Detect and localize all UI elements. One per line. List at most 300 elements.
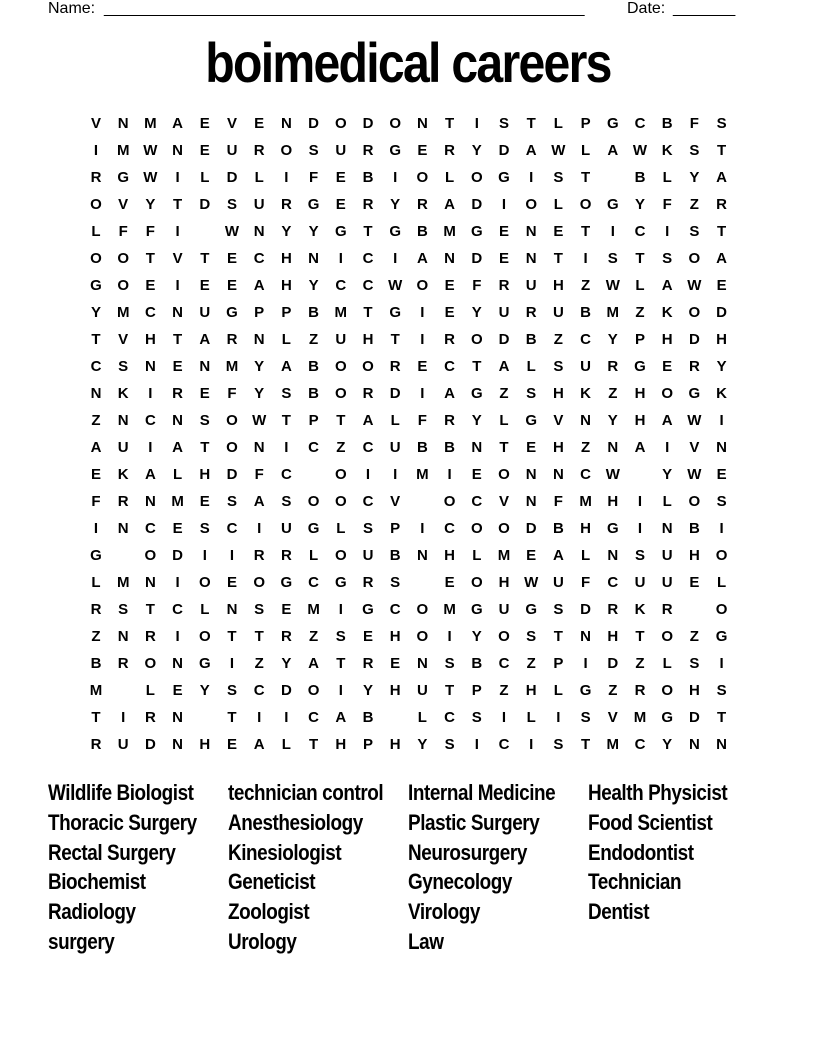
grid-letter[interactable]: I [175,223,180,240]
grid-letter[interactable]: P [634,331,645,348]
grid-letter[interactable]: Y [471,412,482,429]
grid-letter[interactable]: A [253,736,265,753]
grid-letter[interactable]: C [580,466,592,483]
grid-letter[interactable]: L [717,574,727,591]
grid-letter[interactable]: O [416,628,429,645]
grid-letter[interactable]: D [716,304,728,321]
grid-letter[interactable]: E [498,223,509,240]
grid-letter[interactable]: M [633,709,647,726]
grid-letter[interactable]: N [172,412,184,429]
grid-letter[interactable]: O [688,304,701,321]
grid-letter[interactable]: H [280,250,292,267]
grid-letter[interactable]: S [580,709,591,726]
grid-letter[interactable]: G [389,223,402,240]
grid-letter[interactable]: M [89,682,103,699]
grid-letter[interactable]: H [634,385,646,402]
grid-letter[interactable]: O [661,628,674,645]
grid-letter[interactable]: I [175,574,180,591]
grid-letter[interactable]: I [420,520,425,537]
grid-letter[interactable]: L [200,169,210,186]
grid-letter[interactable]: R [444,142,456,159]
grid-letter[interactable]: Z [336,439,346,456]
grid-letter[interactable]: S [118,601,129,618]
grid-letter[interactable]: Z [581,439,591,456]
grid-letter[interactable]: I [93,520,99,537]
grid-letter[interactable]: N [117,520,129,537]
grid-letter[interactable]: W [687,466,702,483]
grid-letter[interactable]: D [580,601,592,618]
grid-letter[interactable]: D [498,331,510,348]
grid-letter[interactable]: A [552,547,564,564]
grid-letter[interactable]: Y [607,412,618,429]
grid-letter[interactable]: T [363,304,373,321]
grid-letter[interactable]: F [254,466,264,483]
grid-letter[interactable]: H [716,331,728,348]
grid-letter[interactable]: I [583,655,588,672]
grid-letter[interactable]: N [661,520,673,537]
grid-letter[interactable]: T [717,223,727,240]
grid-letter[interactable]: B [362,709,374,726]
grid-letter[interactable]: R [280,196,292,213]
grid-letter[interactable]: M [416,466,429,483]
grid-letter[interactable]: N [199,358,211,375]
grid-letter[interactable]: B [416,439,428,456]
grid-letter[interactable]: H [634,412,646,429]
grid-letter[interactable]: O [117,277,130,294]
grid-letter[interactable]: G [90,547,102,564]
grid-letter[interactable]: L [526,358,536,375]
grid-letter[interactable]: I [365,466,371,483]
grid-letter[interactable]: K [661,142,673,159]
grid-letter[interactable]: L [254,169,264,186]
grid-letter[interactable]: L [91,223,101,240]
grid-letter[interactable]: I [393,169,398,186]
grid-letter[interactable]: Y [607,331,618,348]
grid-letter[interactable]: I [420,385,425,402]
grid-letter[interactable]: N [253,439,265,456]
grid-letter[interactable]: L [281,736,291,753]
grid-letter[interactable]: M [497,547,511,564]
grid-letter[interactable]: A [308,655,320,672]
grid-letter[interactable]: O [416,169,429,186]
grid-letter[interactable]: O [661,385,674,402]
grid-letter[interactable]: M [606,736,620,753]
grid-letter[interactable]: H [335,736,347,753]
grid-letter[interactable]: T [635,250,645,267]
grid-letter[interactable]: A [253,493,265,510]
grid-letter[interactable]: K [117,466,129,483]
grid-letter[interactable]: U [117,439,129,456]
grid-letter[interactable]: B [444,439,456,456]
grid-letter[interactable]: C [580,331,592,348]
grid-letter[interactable]: H [580,520,592,537]
grid-letter[interactable]: N [552,466,564,483]
grid-letter[interactable]: D [688,331,700,348]
grid-letter[interactable]: C [144,304,156,321]
grid-letter[interactable]: F [472,277,482,294]
grid-letter[interactable]: O [226,412,238,429]
grid-letter[interactable]: D [362,115,374,132]
grid-letter[interactable]: O [226,439,238,456]
grid-letter[interactable]: H [552,439,564,456]
grid-letter[interactable]: O [498,520,510,537]
grid-letter[interactable]: U [498,601,510,618]
grid-letter[interactable]: S [716,682,727,699]
grid-letter[interactable]: M [443,223,456,240]
grid-letter[interactable]: E [444,304,455,321]
grid-letter[interactable]: G [715,628,728,645]
grid-letter[interactable]: W [143,142,158,159]
grid-letter[interactable]: M [171,493,184,510]
grid-letter[interactable]: R [117,493,129,510]
grid-letter[interactable]: A [634,439,646,456]
grid-letter[interactable]: T [91,331,101,348]
grid-letter[interactable]: N [280,115,292,132]
grid-letter[interactable]: N [607,547,619,564]
grid-letter[interactable]: A [172,115,184,132]
grid-letter[interactable]: B [308,358,320,375]
grid-letter[interactable]: T [200,250,210,267]
grid-letter[interactable]: O [362,358,374,375]
grid-letter[interactable]: E [362,628,373,645]
grid-letter[interactable]: E [716,466,727,483]
grid-letter[interactable]: V [498,493,509,510]
grid-letter[interactable]: G [470,601,483,618]
grid-letter[interactable]: E [498,250,509,267]
grid-letter[interactable]: C [362,250,374,267]
grid-letter[interactable]: U [580,358,592,375]
grid-letter[interactable]: E [716,277,727,294]
grid-letter[interactable]: E [471,466,482,483]
grid-letter[interactable]: P [553,655,564,672]
grid-letter[interactable]: O [334,385,347,402]
grid-letter[interactable]: E [172,520,183,537]
grid-letter[interactable]: D [226,466,238,483]
grid-letter[interactable]: I [501,709,507,726]
grid-letter[interactable]: V [689,439,700,456]
grid-letter[interactable]: I [420,331,425,348]
grid-letter[interactable]: E [172,682,183,699]
grid-letter[interactable]: S [716,115,727,132]
grid-letter[interactable]: Y [308,277,319,294]
grid-letter[interactable]: S [689,142,700,159]
grid-letter[interactable]: Z [499,682,509,699]
grid-letter[interactable]: C [444,709,456,726]
grid-letter[interactable]: S [226,493,237,510]
grid-letter[interactable]: O [90,196,102,213]
grid-letter[interactable]: S [689,223,700,240]
grid-letter[interactable]: U [416,682,428,699]
grid-letter[interactable]: S [199,412,210,429]
grid-letter[interactable]: C [253,682,265,699]
grid-letter[interactable]: Z [91,628,101,645]
grid-letter[interactable]: R [253,142,265,159]
grid-letter[interactable]: I [447,466,452,483]
grid-letter[interactable]: R [280,547,292,564]
grid-letter[interactable]: R [444,412,456,429]
grid-letter[interactable]: U [525,277,537,294]
grid-letter[interactable]: F [145,223,155,240]
grid-letter[interactable]: T [635,628,645,645]
grid-letter[interactable]: S [308,142,319,159]
grid-letter[interactable]: T [553,628,563,645]
grid-letter[interactable]: S [281,385,292,402]
grid-letter[interactable]: E [199,493,210,510]
grid-letter[interactable]: E [335,169,346,186]
grid-letter[interactable]: C [253,250,265,267]
grid-letter[interactable]: C [308,709,320,726]
grid-letter[interactable]: C [634,115,646,132]
grid-letter[interactable]: P [254,304,265,321]
grid-letter[interactable]: L [91,574,101,591]
grid-letter[interactable]: Y [145,196,156,213]
grid-letter[interactable]: E [689,574,700,591]
grid-letter[interactable]: Y [716,358,727,375]
grid-letter[interactable]: C [144,412,156,429]
grid-letter[interactable]: W [632,142,648,159]
grid-letter[interactable]: S [553,358,564,375]
grid-letter[interactable]: A [525,142,537,159]
grid-letter[interactable]: Y [254,385,265,402]
grid-letter[interactable]: E [199,142,210,159]
grid-letter[interactable]: R [444,331,456,348]
grid-letter[interactable]: T [717,709,727,726]
grid-letter[interactable]: D [525,520,537,537]
grid-letter[interactable]: Y [281,223,292,240]
grid-letter[interactable]: A [444,385,456,402]
grid-letter[interactable]: C [444,358,456,375]
grid-letter[interactable]: I [393,466,398,483]
grid-letter[interactable]: I [148,385,153,402]
grid-letter[interactable]: O [470,574,483,591]
grid-letter[interactable]: N [416,655,428,672]
grid-letter[interactable]: H [389,736,401,753]
grid-letter[interactable]: T [581,169,591,186]
grid-letter[interactable]: Z [608,682,618,699]
grid-letter[interactable]: F [227,385,237,402]
grid-letter[interactable]: S [199,520,210,537]
grid-letter[interactable]: R [362,655,374,672]
grid-letter[interactable]: G [579,682,592,699]
grid-letter[interactable]: I [665,223,670,240]
grid-letter[interactable]: B [661,115,673,132]
grid-letter[interactable]: P [281,304,292,321]
grid-letter[interactable]: T [227,628,237,645]
grid-letter[interactable]: O [416,277,429,294]
grid-letter[interactable]: L [526,709,536,726]
grid-letter[interactable]: W [143,169,158,186]
grid-letter[interactable]: E [335,196,346,213]
grid-letter[interactable]: C [634,736,646,753]
grid-letter[interactable]: Y [362,682,373,699]
grid-letter[interactable]: V [390,493,401,510]
grid-letter[interactable]: O [688,493,701,510]
grid-letter[interactable]: M [579,493,592,510]
grid-letter[interactable]: R [253,547,265,564]
grid-letter[interactable]: I [583,250,588,267]
grid-letter[interactable]: R [90,736,102,753]
grid-letter[interactable]: H [607,493,619,510]
grid-letter[interactable]: N [308,250,320,267]
grid-letter[interactable]: Z [499,385,509,402]
grid-letter[interactable]: M [225,358,239,375]
grid-letter[interactable]: L [145,682,155,699]
grid-letter[interactable]: S [254,601,265,618]
grid-letter[interactable]: R [362,385,374,402]
grid-letter[interactable]: I [637,520,643,537]
grid-letter[interactable]: N [607,439,619,456]
grid-letter[interactable]: W [388,277,403,294]
grid-letter[interactable]: I [229,547,235,564]
grid-letter[interactable]: G [389,142,402,159]
grid-letter[interactable]: N [172,655,184,672]
grid-letter[interactable]: O [715,601,728,618]
grid-letter[interactable]: G [525,412,538,429]
grid-letter[interactable]: S [471,709,482,726]
grid-letter[interactable]: C [280,466,292,483]
grid-letter[interactable]: L [553,115,563,132]
grid-letter[interactable]: O [525,196,538,213]
grid-letter[interactable]: V [118,331,129,348]
grid-letter[interactable]: O [498,466,510,483]
grid-letter[interactable]: O [389,115,402,132]
grid-letter[interactable]: U [335,142,347,159]
grid-letter[interactable]: M [144,115,157,132]
grid-letter[interactable]: O [688,250,701,267]
grid-letter[interactable]: I [229,655,235,672]
grid-letter[interactable]: R [226,331,238,348]
grid-letter[interactable]: W [551,142,566,159]
grid-letter[interactable]: G [334,574,347,591]
grid-letter[interactable]: H [607,628,619,645]
grid-letter[interactable]: Z [309,628,319,645]
grid-letter[interactable]: T [145,250,155,267]
grid-letter[interactable]: R [362,142,374,159]
grid-letter[interactable]: K [716,385,728,402]
grid-letter[interactable]: A [362,412,374,429]
grid-letter[interactable]: U [117,736,129,753]
grid-letter[interactable]: E [172,358,183,375]
grid-letter[interactable]: K [661,304,673,321]
grid-letter[interactable]: I [719,520,724,537]
grid-letter[interactable]: G [634,358,646,375]
grid-letter[interactable]: G [362,601,374,618]
grid-letter[interactable]: P [580,115,591,132]
grid-letter[interactable]: S [634,547,645,564]
grid-letter[interactable]: N [117,628,129,645]
grid-letter[interactable]: E [390,655,401,672]
grid-letter[interactable]: K [634,601,646,618]
grid-letter[interactable]: W [687,412,702,429]
grid-letter[interactable]: L [662,655,672,672]
grid-letter[interactable]: G [661,709,674,726]
grid-letter[interactable]: S [553,736,564,753]
grid-letter[interactable]: G [498,169,510,186]
grid-letter[interactable]: E [199,277,210,294]
grid-letter[interactable]: C [172,601,184,618]
grid-letter[interactable]: L [553,196,563,213]
grid-letter[interactable]: D [688,709,700,726]
grid-letter[interactable]: R [90,601,102,618]
grid-letter[interactable]: I [447,628,452,645]
grid-letter[interactable]: G [307,196,320,213]
grid-letter[interactable]: F [417,412,427,429]
grid-letter[interactable]: H [498,574,510,591]
grid-letter[interactable]: E [226,277,237,294]
grid-letter[interactable]: D [172,547,184,564]
grid-letter[interactable]: M [116,574,130,591]
grid-letter[interactable]: H [280,277,292,294]
grid-letter[interactable]: R [525,304,537,321]
grid-letter[interactable]: Z [581,277,591,294]
grid-letter[interactable]: U [634,574,646,591]
grid-letter[interactable]: A [716,250,728,267]
grid-letter[interactable]: N [253,331,265,348]
grid-letter[interactable]: I [257,520,262,537]
grid-letter[interactable]: S [526,385,537,402]
grid-letter[interactable]: S [716,493,727,510]
grid-letter[interactable]: G [606,115,619,132]
grid-letter[interactable]: V [90,115,101,132]
grid-letter[interactable]: N [525,223,537,240]
grid-letter[interactable]: O [470,331,483,348]
grid-letter[interactable]: Z [635,304,645,321]
grid-letter[interactable]: I [556,709,561,726]
grid-letter[interactable]: U [199,304,211,321]
grid-letter[interactable]: N [90,385,102,402]
grid-letter[interactable]: N [580,628,592,645]
grid-letter[interactable]: N [416,547,428,564]
grid-letter[interactable]: L [445,169,455,186]
grid-letter[interactable]: B [525,331,537,348]
grid-letter[interactable]: H [362,331,374,348]
grid-letter[interactable]: I [637,493,643,510]
grid-letter[interactable]: E [526,547,537,564]
grid-letter[interactable]: P [362,736,373,753]
grid-letter[interactable]: U [362,547,374,564]
grid-letter[interactable]: D [226,169,238,186]
grid-letter[interactable]: S [390,574,401,591]
grid-letter[interactable]: R [362,574,374,591]
grid-letter[interactable]: Y [281,655,292,672]
grid-letter[interactable]: U [498,304,510,321]
grid-letter[interactable]: Y [417,736,428,753]
grid-letter[interactable]: O [307,682,320,699]
grid-letter[interactable]: Y [662,736,673,753]
grid-letter[interactable]: S [607,250,618,267]
grid-letter[interactable]: C [308,574,320,591]
grid-letter[interactable]: D [389,385,401,402]
grid-letter[interactable]: C [444,520,456,537]
grid-letter[interactable]: H [552,385,564,402]
grid-letter[interactable]: W [687,277,702,294]
grid-letter[interactable]: S [335,628,346,645]
grid-letter[interactable]: R [607,601,619,618]
grid-letter[interactable]: G [525,601,538,618]
grid-letter[interactable]: C [634,223,646,240]
grid-letter[interactable]: T [445,682,455,699]
grid-letter[interactable]: E [226,736,237,753]
grid-letter[interactable]: Y [634,196,645,213]
grid-letter[interactable]: N [144,574,156,591]
grid-letter[interactable]: Y [90,304,101,321]
grid-letter[interactable]: H [525,682,537,699]
grid-letter[interactable]: T [91,709,101,726]
grid-letter[interactable]: G [280,574,293,591]
grid-letter[interactable]: T [445,115,455,132]
grid-letter[interactable]: U [226,142,238,159]
grid-letter[interactable]: R [688,358,700,375]
